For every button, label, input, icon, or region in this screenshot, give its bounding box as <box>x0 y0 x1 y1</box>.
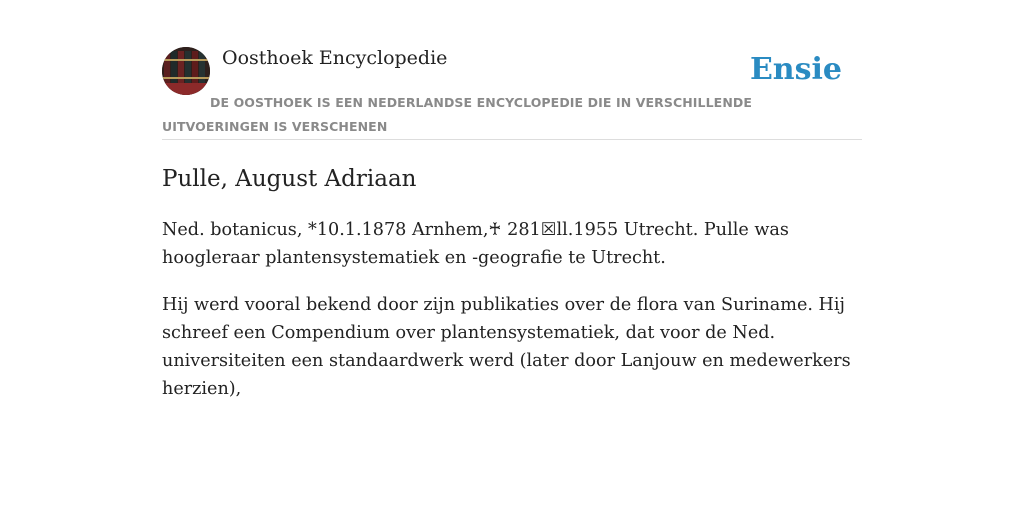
page-container <box>162 46 862 399</box>
article-paragraph: Ned. botanicus, *10.1.1878 Arnhem,♰ 281☒ll.1955 Utrecht. Pulle was hoogleraar plantensystematiek en -geografie te Utrecht. <box>162 220 789 268</box>
site-name[interactable]: Oosthoek Encyclopedie <box>222 47 448 69</box>
site-tagline: DE OOSTHOEK IS EEN NEDERLANDSE ENCYCLOPEDIE DIE IN VERSCHILLENDE UITVOERINGEN IS VERSCHENEN <box>162 95 752 134</box>
article-paragraph: Hij werd vooral bekend door zijn publikaties over de flora van Suriname. Hij schreef een Compendium over plantensystematiek, dat voor de Ned. universiteiten een standaardwerk werd (later door Lanjouw en medewerkers herzien), <box>162 295 851 399</box>
book-spines-icon[interactable] <box>162 47 210 95</box>
article-title: Pulle, August Adriaan <box>162 166 417 192</box>
site-header <box>162 46 862 140</box>
brand-logo[interactable]: Ensie <box>749 52 842 87</box>
